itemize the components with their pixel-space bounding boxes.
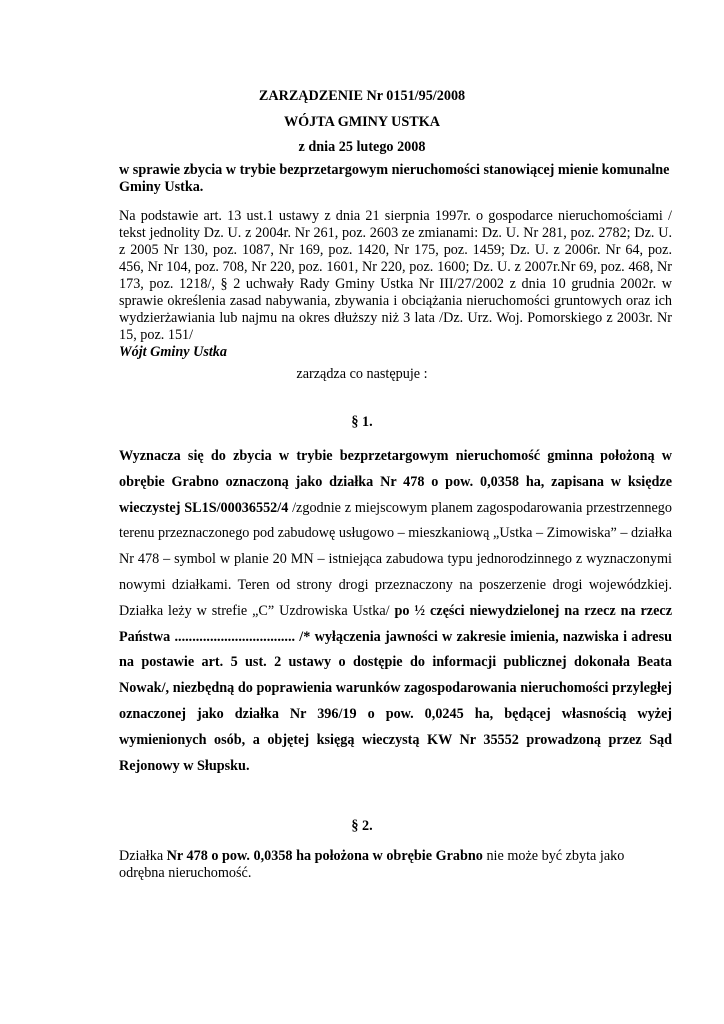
- section-2-heading: § 2.: [351, 818, 373, 834]
- section-1-plain-part: /zgodnie z miejscowym planem zagospodarowania przestrzennego terenu przeznaczonego pod zabudowę usługowo – mieszkaniową „Ustka – Zimowiska” – działka Nr 478 – symbol w planie 20 MN – istniejąca zabudowa typu jednorodzinnego z wyznaczonymi nowymi działkami. Teren od strony drogi przeznaczony na poszerzenie drogi wojewódzkiej. Działka leży w strefie „C” Uzdrowiska Ustka/: [119, 499, 672, 619]
- document-subject: w sprawie zbycia w trybie bezprzetargowym nieruchomości stanowiącej mienie komunalne Gminy Ustka.: [119, 162, 670, 195]
- section-2-bold-part: Nr 478 o pow. 0,0358 ha położona w obrębie Grabno: [166, 848, 483, 864]
- legal-basis-block: [119, 208, 672, 361]
- legal-basis-text: Na podstawie art. 13 ust.1 ustawy z dnia 21 sierpnia 1997r. o gospodarce nieruchomościami / tekst jednolity Dz. U. z 2004r. Nr 261, poz. 2603 ze zmianami: Dz. U. Nr 281, poz. 2782; Dz. U. z 2005 Nr 130, poz. 1087, Nr 169, poz. 1420, Nr 175, poz. 1459; Dz. U. z 2006r. Nr 64, poz. 456, Nr 104, poz. 708, Nr 220, poz. 1601, Nr 220, poz. 1600; Dz. U. z 2007r.Nr 69, poz. 468, Nr 173, poz. 1218/, § 2 uchwały Rady Gminy Ustka Nr III/27/2002 z dnia 10 grudnia 2002r. w sprawie określenia zasad nabywania, zbywania i obciążania nieruchomości gruntowych oraz ich wydzierżawiania lub najmu na okres dłuższy niż 3 lata /Dz. Urz. Woj. Pomorskiego z 2003r. Nr 15, poz. 151/: [119, 208, 672, 343]
- section-1-bold-part-1: Wyznacza się do zbycia w trybie bezprzetargowym nieruchomość gminna położoną w obrębie Grabno oznaczoną jako działka Nr 478 o pow. 0,0358 ha, zapisana w księdze wieczystej SL1S/00036552/4: [119, 448, 672, 516]
- document-issuer: WÓJTA GMINY USTKA: [283, 114, 441, 130]
- document-title: ZARZĄDZENIE Nr 0151/95/2008: [258, 88, 466, 104]
- section-1-body: [119, 444, 672, 779]
- document-date: z dnia 25 lutego 2008: [298, 139, 426, 155]
- section-2-plain-part-1: Działka: [119, 848, 167, 864]
- orders-phrase: zarządza co następuje :: [296, 366, 428, 382]
- section-1-bold-part-2: po ½ części niewydzielonej na rzecz na rzecz Państwa .................................. /* wyłączenia jawności w zakresie imienia, nazwiska i adresu na postawie art. 5 ust. 2 ustawy o dostępie do informacji publicznej dokonała Beata Nowak/, niezbędną do poprawienia warunków zagospodarowania nieruchomości przyległej oznaczonej jako działka Nr 396/19 o pow. 0,0245 ha, będącej własnością wyżej wymienionych osób, a objętej księgą wieczystą KW Nr 35552 prowadzoną przez Sąd Rejonowy w Słupsku.: [119, 602, 672, 774]
- section-2-plain-part-2: nie może być zbyta jako odrębna nieruchomość.: [119, 848, 625, 881]
- authority-name: Wójt Gminy Ustka: [119, 344, 227, 360]
- section-1-heading: § 1.: [351, 414, 373, 430]
- section-2-body: [119, 848, 672, 882]
